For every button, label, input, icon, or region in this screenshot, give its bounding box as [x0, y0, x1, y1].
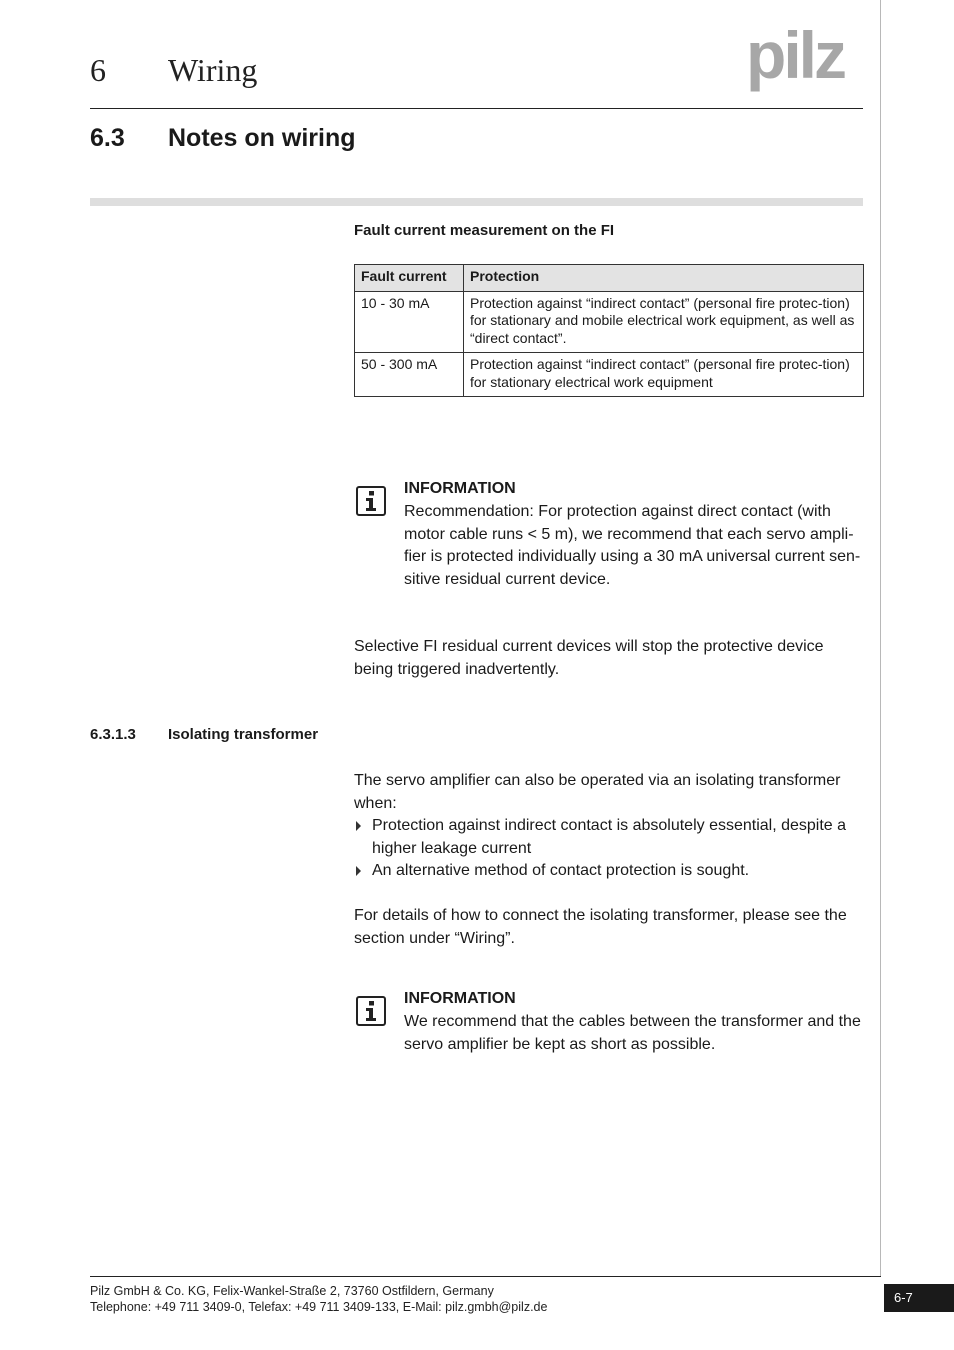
- subsection-title: Isolating transformer: [168, 726, 319, 743]
- section-title: Notes on wiring: [168, 124, 356, 152]
- transformer-details: For details of how to connect the isolating transformer, please see the section under “Wiring”.: [354, 907, 847, 947]
- section-heading: [90, 124, 356, 153]
- list-item: [354, 860, 864, 883]
- cell-protection: Protection against “indirect contact” (personal fire protec-tion) for stationary electrical work equipment: [464, 353, 864, 397]
- selective-fi-paragraph: Selective FI residual current devices will stop the protective device being triggered inadvertently.: [354, 638, 824, 678]
- transformer-bullet-list: [354, 815, 864, 883]
- pilz-logo-graphic: [746, 26, 866, 96]
- fault-table-title: Fault current measurement on the FI: [354, 222, 615, 239]
- cell-fault-current: 10 - 30 mA: [355, 291, 464, 353]
- pilz-logo: [746, 26, 866, 96]
- header-protection: Protection: [464, 265, 864, 292]
- page-number: 6-7: [884, 1284, 954, 1312]
- info-icon-graphic: [356, 486, 386, 516]
- chapter-heading: [90, 52, 257, 89]
- logo-text: pilz: [746, 26, 844, 92]
- section-number: 6.3: [90, 124, 125, 152]
- header-fault-current: Fault current: [355, 265, 464, 292]
- table-row: [355, 291, 864, 353]
- info-title: INFORMATION: [404, 480, 516, 497]
- footer-rule: [90, 1276, 881, 1277]
- list-item-text: An alternative method of contact protection is sought.: [372, 862, 750, 879]
- bullet-arrow-icon: [356, 821, 361, 831]
- transformer-intro: The servo amplifier can also be operated via an isolating transformer when:: [354, 772, 841, 812]
- bullet-arrow-icon: [356, 866, 361, 876]
- chapter-number: 6: [90, 52, 106, 88]
- header-rule: [90, 108, 863, 109]
- info-text: We recommend that the cables between the transformer and the servo amplifier be kept as short as possible.: [404, 1013, 861, 1053]
- table-header-row: [355, 265, 864, 292]
- info-text: Recommendation: For protection against direct contact (with motor cable runs < 5 m), we recommend that each servo ampli-fier is protected individually using a 30 mA universal current sen-sitive residual current device.: [404, 503, 861, 588]
- list-item-text: Protection against indirect contact is absolutely essential, despite a higher leakage current: [372, 817, 847, 857]
- subsection-heading: [90, 726, 318, 743]
- info-title: INFORMATION: [404, 990, 516, 1007]
- info-icon: [356, 996, 386, 1031]
- chapter-title: Wiring: [168, 52, 258, 88]
- info-icon: [356, 486, 386, 521]
- table-row: [355, 353, 864, 397]
- list-item: [354, 815, 864, 860]
- subsection-number: 6.3.1.3: [90, 726, 136, 743]
- fault-current-table: [354, 264, 864, 397]
- cell-fault-current: 50 - 300 mA: [355, 353, 464, 397]
- right-margin-rule: [880, 0, 881, 1277]
- footer-line-1: Pilz GmbH & Co. KG, Felix-Wankel-Straße 2, 73760 Ostfildern, Germany: [90, 1284, 494, 1298]
- info-icon-graphic: [356, 996, 386, 1026]
- footer-address: [90, 1283, 547, 1315]
- footer-line-2: Telephone: +49 711 3409-0, Telefax: +49 711 3409-133, E-Mail: pilz.gmbh@pilz.de: [90, 1300, 548, 1314]
- section-divider-bar: [90, 198, 863, 206]
- cell-protection: Protection against “indirect contact” (personal fire protec-tion) for stationary and mobile electrical work equipment, as well as “direct contact”.: [464, 291, 864, 353]
